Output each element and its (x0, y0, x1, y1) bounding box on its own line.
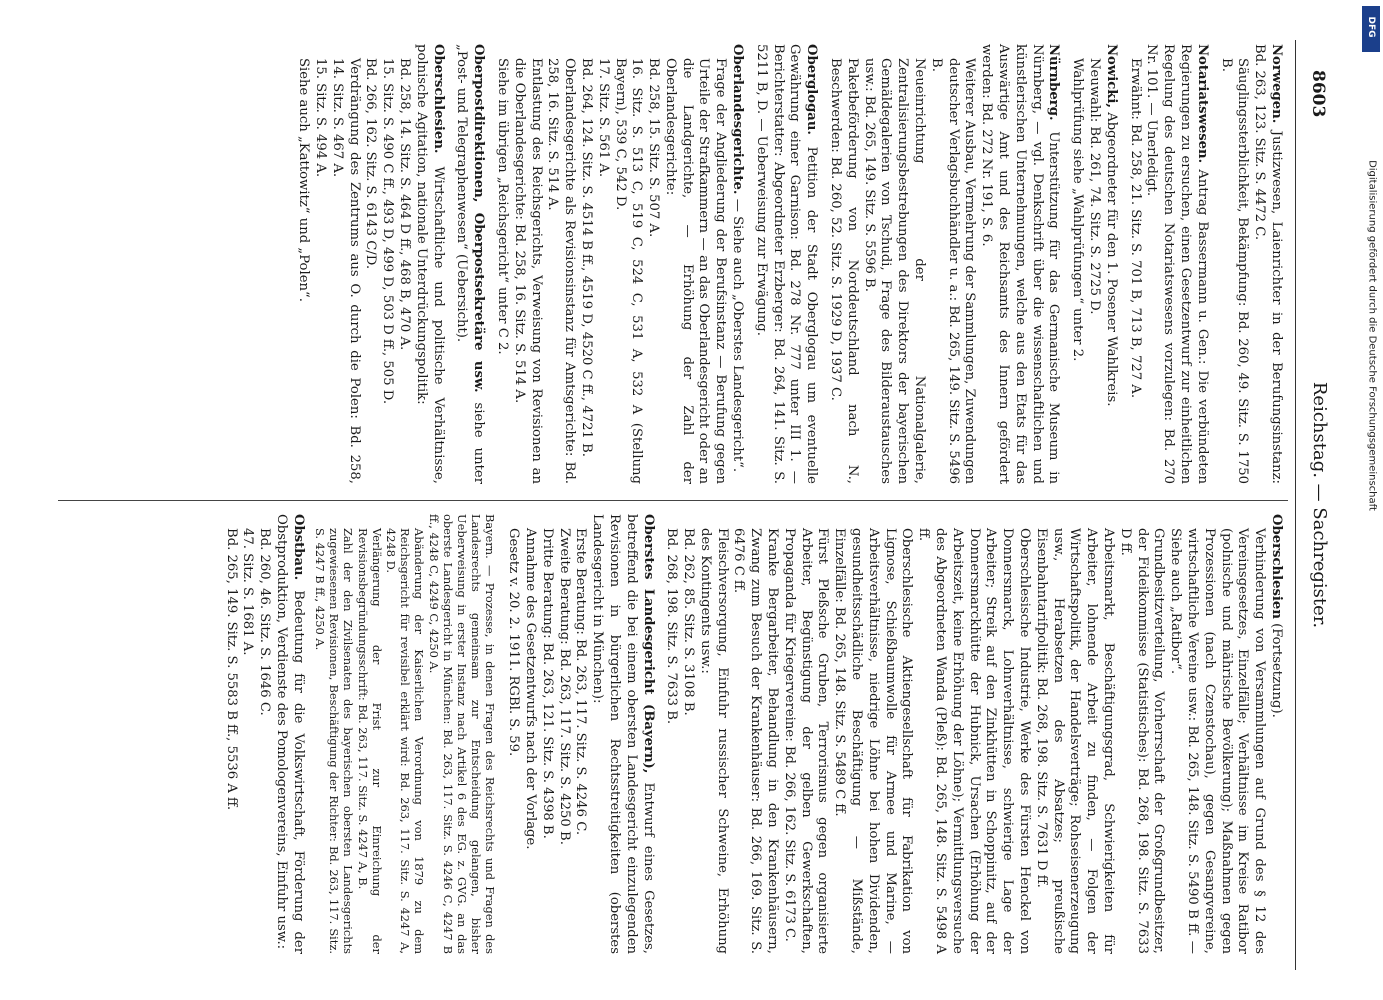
column-divider (58, 500, 1288, 501)
index-text: 15. Sitz. S. 494 A. (312, 58, 328, 178)
index-line (661, 44, 728, 484)
dfg-logo-text: DFG (1366, 16, 1376, 38)
index-entry (294, 44, 445, 484)
index-line (1217, 44, 1251, 484)
index-text: Oberschlesische Industrie, Werke des Fürsten Henckel von Donnersmarck, Lohnverhältnisse, schwierige Lage der Arbeiter; Streik auf den Zinkhütten in Schoppinitz, auf der Donnersmarckhütte der Hubnick, Ursachen (Erhöhung der Arbeitszeit, keine Erhöhung der Löhne); Vermittlungsversuche des Abgeordneten Wanda (Pleß): Bd. 265, 148. Sitz. S. 5498 A ff. (916, 528, 1033, 954)
index-text: Verdrängung des Zentrums aus O. durch die Polen: Bd. 258, 14. Sitz. S. 467 A. (329, 58, 362, 484)
index-text: Petition der Stadt Oberglogau um eventuelle Gewährung einer Garnison: Bd. 278 Nr. 777 unter III 1. — Berichterstatter: Abgeordneter Erzberger: Bd. 264, 141. Sitz. S. 5211 B, D. — Ueberweisung zur Erwägung. (753, 44, 820, 484)
index-line (272, 514, 306, 954)
index-text: 47. Sitz. S. 1681 A. (240, 528, 256, 656)
index-line (1166, 514, 1267, 954)
index-line (311, 44, 328, 484)
index-line (412, 44, 446, 484)
index-text: Bd. 262, 85. Sitz. S. 3108 B. (681, 528, 697, 716)
index-line (644, 44, 661, 484)
index-text: Arbeitsmarkt, Beschäftigungsgrad, Schwierigkeiten für Arbeiter, lohnende Arbeit zu finden, — Folgen der Wirtschaftspolitik, der Handelsverträge; Rohseisenerzeugung usw., Herabsetzen des Absatzes; preußische Eisenbahntarifpolitik: Bd. 268, 198. Sitz. S. 7631 D ff. (1033, 528, 1117, 954)
digitization-strip (1362, 0, 1383, 1000)
index-entry (826, 44, 1061, 484)
index-line (378, 44, 395, 484)
index-line (577, 44, 594, 484)
running-title: Reichstag. — Sachregister. (1309, 381, 1330, 629)
index-heading: Oberpostdirektionen, Oberpostsekretäre usw. (471, 44, 487, 393)
header-rule (1295, 40, 1296, 970)
index-line (679, 514, 696, 954)
index-line (588, 514, 655, 954)
index-text: — Siehe auch „Oberstes Landesgericht“. (730, 198, 746, 473)
index-line (1126, 44, 1143, 484)
index-text: Antrag Bassermann u. Gen.: Die verbündeten Regierungen zu ersuchen, einen Gesetzentwurf zur einheitlichen Regelung des deutschen Notariatswesens vorzulegen: Bd. 270 Nr. 101. — Unerledigt. (1144, 44, 1210, 484)
dfg-credit: Digitalisierung gefördert durch die Deutsche Forschungsgemeinschaft (1366, 160, 1378, 511)
index-text: Abgeordneter für den 1. Posener Wahlkreis. (1103, 112, 1119, 407)
index-entry (453, 44, 487, 484)
index-heading: Obstbau. (290, 514, 306, 581)
index-text: siehe unter „Post- und Telegraphenwesen“ (Uebersicht). (454, 44, 487, 484)
index-entry (313, 514, 498, 954)
index-line (663, 514, 680, 954)
index-line (1068, 44, 1085, 484)
index-entry (1068, 44, 1118, 484)
index-line (504, 514, 521, 954)
index-line (1085, 44, 1102, 484)
index-heading: Oberlandesgerichte. (730, 44, 746, 195)
index-heading: Oberschlesien. (430, 44, 446, 154)
index-line (914, 514, 1032, 954)
index-line (1267, 514, 1284, 954)
index-heading: Nowicki, (1103, 44, 1119, 108)
index-line (328, 44, 362, 484)
index-text: Bedeutung für die Volkswirtschaft, Förderung der Obstproduktion, Verdienste des Pomologenvereins, Einfuhr usw.: (273, 514, 306, 955)
index-line (355, 514, 383, 954)
index-heading: Norwegen. (1269, 44, 1284, 124)
dfg-logo (1362, 6, 1380, 52)
index-text: Bd. 266, 162. Sitz. S. 6143 C/D. (363, 58, 379, 270)
index-text: Bd. 260, 46. Sitz. S. 1646 C. (257, 528, 273, 716)
page-number: 8603 (1308, 70, 1328, 118)
index-text: Unterstützung für das Germanische Museum in Nürnberg, — vgl. Denkschrift über die wissenschaftlichen und künstlerischen Unternehmungen, welche aus den Etats für das Auswärtige Amt und des Reichsamts des Innern gefördert werden: Bd. 272 Nr. 191, S. 6. (979, 44, 1062, 484)
index-line (222, 514, 239, 954)
index-text: Bd. 258, 14. Sitz. S. 464 D ff., 468 B, 470 A. (396, 58, 412, 351)
index-line (1102, 44, 1119, 484)
index-text: Zahl der den Zivilsenaten des bayerischen obersten Landesgerichts zugewiesenen Revisionen, Beschäftigung der Richter: Bd. 263, 117. Sitz. S. 4247 B ff., 4250 A. (312, 528, 356, 954)
index-text: Frage der Angliederung der Berufsinstanz — Berufung gegen Urteile der Strafkammern — an das Oberlandesgericht oder an die Landgerichte, — Erhöhung der Zahl der Oberlandesgerichte: (662, 58, 729, 484)
index-line (294, 44, 311, 484)
index-line (395, 44, 412, 484)
index-text: Verhinderung von Versammlungen auf Grund des § 12 des Vereinsgesetzes, Einzelfälle; Verhältnisse im Kreise Ratibor (polnische und mährische Bevölkerung); Maßnahmen gegen Prozessionen (nach Czenstochau), gegen Gesangvereine, wirtschaftliche Vereine usw.: Bd. 265, 148. Sitz. S. 5490 B ff. — Siehe auch „Ratibor“. (1168, 528, 1268, 954)
index-text: Kranke Bergarbeiter, Behandlung in den Krankenhäusern, Zwang zum Besuch der Krankenhäuser: Bd. 266, 169. Sitz. S. 6476 C ff. (731, 528, 781, 954)
index-entry (1126, 44, 1210, 484)
index-line (521, 514, 538, 954)
index-heading: Oberstes Landesgericht (Bayern), (640, 514, 656, 774)
index-heading: Oberglogau. (804, 44, 820, 136)
index-text: Siehe auch „Kattowitz“ und „Polen“. (296, 58, 312, 302)
index-line (696, 514, 730, 954)
index-entry (222, 514, 306, 954)
index-line (426, 514, 497, 954)
index-line (362, 44, 379, 484)
index-line (384, 514, 427, 954)
index-text: Grundbesitzverteilung, Vorherrschaft der Großgrundbesitzer, der Fideikommisse (Statistisches): Bd. 268, 198. Sitz. S. 7633 D ff. (1117, 528, 1167, 954)
index-line (611, 44, 645, 484)
index-entry (504, 514, 655, 954)
index-text: Säuglingssterblichkeit, Bekämpfung: Bd. 260, 49. Sitz. S. 1750 B. (1218, 58, 1251, 484)
index-text: Oberlandesgerichte als Revisionsinstanz für Amtsgerichte: Bd. 258, 16. Sitz. S. 514 A. (545, 58, 578, 484)
left-column (287, 44, 1284, 484)
index-line (544, 44, 578, 484)
index-text: 17. Sitz. S. 561 A. (595, 58, 611, 178)
index-text: Weiterer Ausbau, Vermehrung der Sammlungen, Zuwendungen deutscher Verlagsbuchhändler u. a.: Bd. 265, 149. Sitz. S. 5496 B. (928, 58, 978, 484)
index-text: Bd. 264, 124. Sitz. S. 4514 B ff., 4519 D, 4520 C ff., 4721 B. (578, 58, 594, 457)
index-text: Erste Beratung: Bd. 263, 117. Sitz. S. 4246 C. (573, 528, 589, 836)
index-line (239, 514, 256, 954)
index-line (860, 44, 927, 484)
index-text: Paketbeförderung von Norddeutschland nach N., Beschwerden: Bd. 260, 52. Sitz. S. 1929 D, 1937 C. (828, 58, 860, 484)
index-line (453, 44, 487, 484)
index-line (1032, 514, 1116, 954)
index-text: Verlängerung der Frist zur Einreichung der Revisionsbegründungsschrift: Bd. 263, 117. Sitz. S. 4247 A, B. (355, 528, 384, 954)
index-text: Wirtschaftliche und politische Verhältnisse, polnische Agitation, nationale Unterdrückungspolitik: (413, 44, 446, 484)
index-text: Wahlprüfung siehe „Wahlprüfungen“ unter 2. (1070, 58, 1086, 362)
index-text: Abänderung der Kaiserlichen Verordnung von 1879 zu dem Reichsgericht für revisibel erklärt wird: Bd. 263, 117. Sitz. S. 4247 A, 4248 D. (383, 528, 427, 954)
index-text: Erwähnt: Bd. 258, 21. Sitz. S. 701 B, 713 B, 727 A. (1127, 58, 1143, 399)
index-line (493, 44, 510, 484)
index-text: Bd. 258, 15. Sitz. S. 507 A. (646, 58, 662, 238)
right-column (215, 514, 1284, 954)
index-line (1143, 44, 1210, 484)
index-line (1116, 514, 1166, 954)
index-line (780, 514, 830, 954)
index-text: Neuwahl: Bd. 261, 74. Sitz. S. 2725 D. (1087, 58, 1103, 315)
index-line (830, 514, 914, 954)
index-text: Siehe im übrigen „Reichsgericht“ unter C 2. (494, 58, 510, 355)
index-heading: Oberschlesien (1269, 514, 1284, 619)
index-entry (663, 514, 1284, 954)
index-text: Entlastung des Reichsgerichts, Verweisung von Revisionen an die Oberlandesgerichte: Bd. 258, 16. Sitz. S. 514 A. (511, 58, 544, 484)
index-text: Fleischversorgung, Einfuhr russischer Schweine, Erhöhung des Kontingents usw.: (697, 528, 730, 954)
index-line (977, 44, 1061, 484)
index-text: Oberschlesische Aktiengesellschaft für Fabrikation von Lignose, Schießbaumwolle für Armee und Marine, — Arbeitsverhältnisse, niedrige Löhne bei hohen Dividenden, gesundheitsschädliche Beschäftigung — Mißstände, Einzelfälle: Bd. 265, 148. Sitz. S. 5489 C ff. (832, 528, 915, 954)
index-text: (Fortsetzung). (1269, 623, 1284, 718)
index-line (1250, 44, 1284, 484)
index-text: Dritte Beratung: Bd. 263, 121. Sitz. S. 4398 B. (539, 528, 555, 839)
index-text: Zweite Beratung: Bd. 263, 117. Sitz. S. 4250 B. (556, 528, 572, 845)
index-line (594, 44, 611, 484)
index-heading: Nürnberg. (1046, 44, 1062, 121)
index-text: Bd. 268, 198. Sitz. S. 7633 B. (664, 528, 680, 725)
index-text: Neueinrichtung der Nationalgalerie, Zentralisierungsbestrebungen des Direktors der bayerischen Gemäldegalerien von Tschudi, Frage des Bilderaustausches usw.: Bd. 265, 149. Sitz. S. 5596 B. (861, 58, 928, 484)
index-text: Bd. 265, 149. Sitz. S. 5583 B ff., 5536 A ff. (223, 528, 239, 811)
index-text: Gesetz v. 20. 2. 1911. RGBl. S. 59. (506, 528, 522, 757)
index-line (572, 514, 589, 954)
index-heading: Notariatswesen. (1194, 44, 1210, 164)
index-text: Justizwesen, Laienrichter in der Berufungsinstanz: Bd. 263, 123. Sitz. S. 4472 C. (1252, 44, 1284, 484)
index-entry (752, 44, 819, 484)
index-line (752, 44, 819, 484)
index-line (255, 514, 272, 954)
index-text: 15. Sitz. S. 490 C ff., 493 D, 499 D, 503 D ff., 505 D. (380, 58, 396, 405)
index-line (313, 514, 356, 954)
index-text: Bayern. — Prozesse, in denen Fragen des Reichsrechts und Fragen des Landesrechts gemeinsam zur Entscheidung gelangen, bisher Ueberweisung in erster Instanz nach Artikel 6 des EG. z. GVG. an das oberste Landesgericht in München: Bd. 263, 117. Sitz. S. 4246 C, 4247 B ff., 4248 C, 4249 C, 4250 A. (426, 514, 498, 954)
index-line (730, 514, 780, 954)
index-line (826, 44, 860, 484)
index-line (728, 44, 745, 484)
index-text: 16. Sitz. S. 513 C, 519 C, 524 C, 531 A, 532 A (Stellung Bayern), 539 C, 542 D. (612, 58, 645, 484)
index-entry (1217, 44, 1284, 484)
page-header (1300, 40, 1340, 970)
index-line (538, 514, 555, 954)
index-entry (493, 44, 745, 484)
index-line (927, 44, 977, 484)
index-text: Fürst Pleßsche Gruben, Terrorismus gegen organisierte Arbeiter, Begünstigung der gelben Gewerkschaften, Propaganda für Kriegervereine: Bd. 266, 162. Sitz. S. 6173 C. (781, 528, 831, 954)
index-line (555, 514, 572, 954)
rotated-page-content (50, 40, 1340, 970)
index-text: Entwurf eines Gesetzes, betreffend die bei einem obersten Landesgericht einzulegenden Revisionen in bürgerlichen Rechtsstreitigkeiten (oberstes Landesgericht in München): (590, 514, 656, 954)
index-text: Annahme des Gesetzentwurfs nach der Vorlage. (522, 528, 538, 850)
index-line (510, 44, 544, 484)
